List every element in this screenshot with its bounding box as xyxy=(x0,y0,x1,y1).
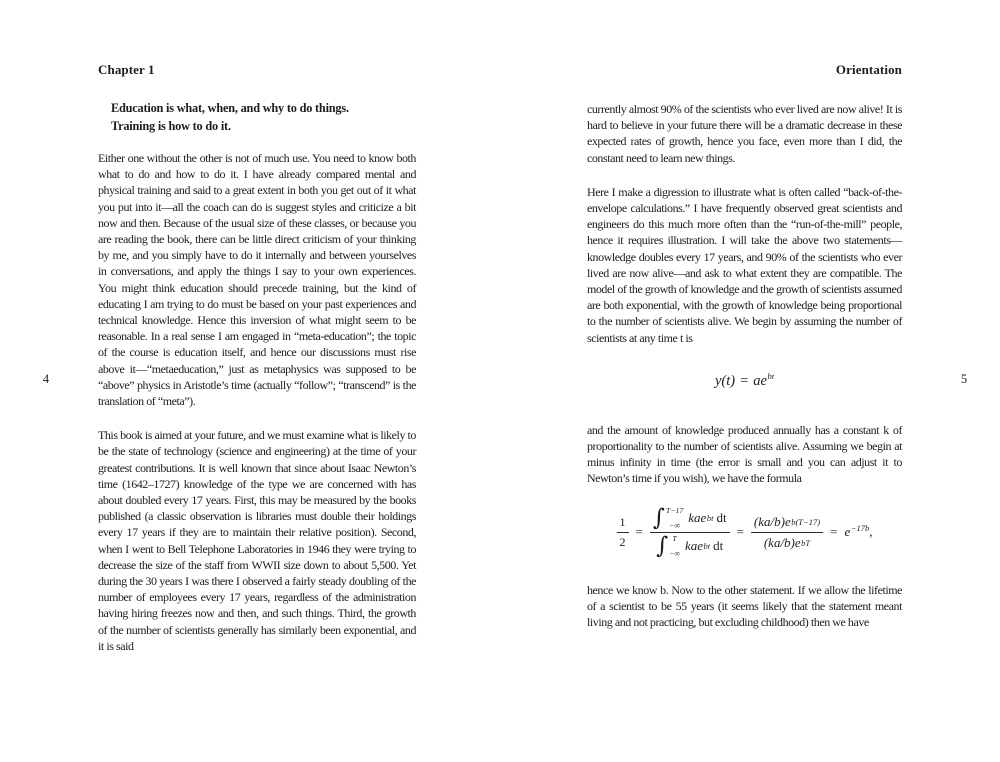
fraction-integrals xyxy=(650,504,730,559)
math-exponent: −17b xyxy=(850,522,870,533)
equals-sign: = xyxy=(736,524,744,540)
fraction-denominator: ∫ T −∞ kae bt dt xyxy=(656,532,724,559)
right-page-column xyxy=(587,62,902,630)
fraction-numerator: 1 xyxy=(617,515,629,533)
integral-upper-limit: T−17 xyxy=(665,505,684,515)
epigraph xyxy=(98,100,416,135)
math-differential: dt xyxy=(716,510,727,526)
equals-sign: = xyxy=(740,372,749,389)
math-term: (ka/b)e xyxy=(763,534,801,550)
paragraph: This book is aimed at your future, and we must examine what is likely to be the state of technology (science and engineering) at the time of your greatest contributions. It is well known that since about Isaac Newton’s time (1642–1727) knowledge of the type we are concerned with has about doubled every 17 years. First, this may be measured by the books published (a classic observation is libraries must double their holdings every 17 years if they are to maintain their relative position). Second, when I went to Bell Telephone Laboratories in 1946 they were trying to decrease the size of the staff from WWII size down to about 5,500. Yet during the 30 years I was there I observed a fairly steady doubling of the number of employees every 17 years, regardless of the administration having hiring freezes now and then, and such things. Third, the growth of the number of scientists generally has similarly been exponential, and it is said xyxy=(98,428,416,653)
integral xyxy=(652,504,684,531)
math-differential: dt xyxy=(713,538,724,554)
math-base: ae xyxy=(753,372,767,389)
formula-exponential-growth xyxy=(587,373,902,390)
fraction-one-half xyxy=(617,515,629,550)
fraction-denominator: 2 xyxy=(619,534,626,549)
math-result xyxy=(844,524,872,540)
epigraph-line: Training is how to do it. xyxy=(111,118,231,133)
math-term: e xyxy=(844,524,851,540)
equals-sign: = xyxy=(830,524,838,540)
page-number-right: 5 xyxy=(960,372,968,386)
math-function: y(t) xyxy=(714,372,736,389)
fraction-numerator: (ka/b)e b(T−17) xyxy=(751,514,823,533)
running-head-orientation: Orientation xyxy=(835,62,902,77)
integral-lower-limit: −∞ xyxy=(669,548,680,558)
math-integrand: kae xyxy=(684,538,704,554)
fraction-denominator: (ka/b)e bT xyxy=(763,534,811,550)
paragraph: Either one without the other is not of much use. You need to know both what to do and how to do it. I have already compared mental and physical training and said to a great extent in both you get out of it what you put into it—all the coach can do is suggest styles and criticize a bit now and then. Because of the usual size of these classes, or because you are reading the book, there can be little direct criticism of your thinking by me, and you simply have to do it internally and between yourselves in conversations, and apply the things I say to your own experiences. You might think education should precede training, but the kind of educating I am trying to do must be based on your past experiences and technical knowledge. Hence this inversion of what might seem to be reasonable. In a real sense I am engaged in “meta-education”; the topic of the course is education itself, and hence our discussions must rise above it—“metaeducation,” just as metaphysics was supposed to be “above” physics in Aristotle’s time (actually “follow”; “transcend” is the translation of “meta”). xyxy=(98,151,416,409)
paragraph: Here I make a digression to illustrate what is often called “back-of-the-envelope calculations.” I have frequently observed great scientists and engineers do this much more often than the “run-of-the-mill” people, hence it requires illustration. I will take the above two statements—knowledge doubles every 17 years, and 90% of the scientists who ever lived are now alive—and ask to what extent they are compatible. The model of the growth of knowledge and the growth of scientists assumed are both exponential, with the growth of knowledge being proportional to the number of scientists alive. We begin by assuming the number of scientists at any time t is xyxy=(587,184,902,345)
running-head-chapter: Chapter 1 xyxy=(98,62,155,77)
paragraph: and the amount of knowledge produced annually has a constant k of proportionality to the number of scientists alive. Assuming we begin at minus infinity in time (the error is small and you can adjust it to Newton’s time if you wish), we have the formula xyxy=(587,422,902,486)
paragraph: hence we know b. Now to the other statement. If we allow the lifetime of a scientist to be 55 years (it seems likely that the statement meant living and not practicing, but excluding childhood) then we have xyxy=(587,582,902,630)
equals-sign: = xyxy=(635,524,643,540)
epigraph-line: Education is what, when, and why to do things. xyxy=(111,101,349,115)
integral-sign: ∫ xyxy=(656,532,669,559)
fraction-ratio xyxy=(751,514,823,551)
integral-limits xyxy=(669,535,680,558)
integral-lower-limit: −∞ xyxy=(669,520,680,530)
math-term: (ka/b)e xyxy=(753,513,791,529)
math-integrand: kae xyxy=(688,510,707,526)
integral-limits xyxy=(666,507,683,530)
formula-half-life-ratio xyxy=(587,504,902,559)
integral xyxy=(656,532,680,559)
left-page-column xyxy=(98,62,416,654)
integral-sign: ∫ xyxy=(652,504,665,531)
integral-upper-limit: T xyxy=(672,533,677,543)
math-punctuation: , xyxy=(869,524,873,540)
math-exponent: bt xyxy=(767,371,775,382)
fraction-numerator: ∫ T−17 −∞ kae bt dt xyxy=(650,507,730,533)
page-number-left: 4 xyxy=(42,372,50,386)
paragraph: currently almost 90% of the scientists who ever lived are now alive! It is hard to believe in your future there will be a dramatic decrease in these expected rates of growth, hence you face, even more than I did, the constant need to learn new things. xyxy=(587,102,902,165)
